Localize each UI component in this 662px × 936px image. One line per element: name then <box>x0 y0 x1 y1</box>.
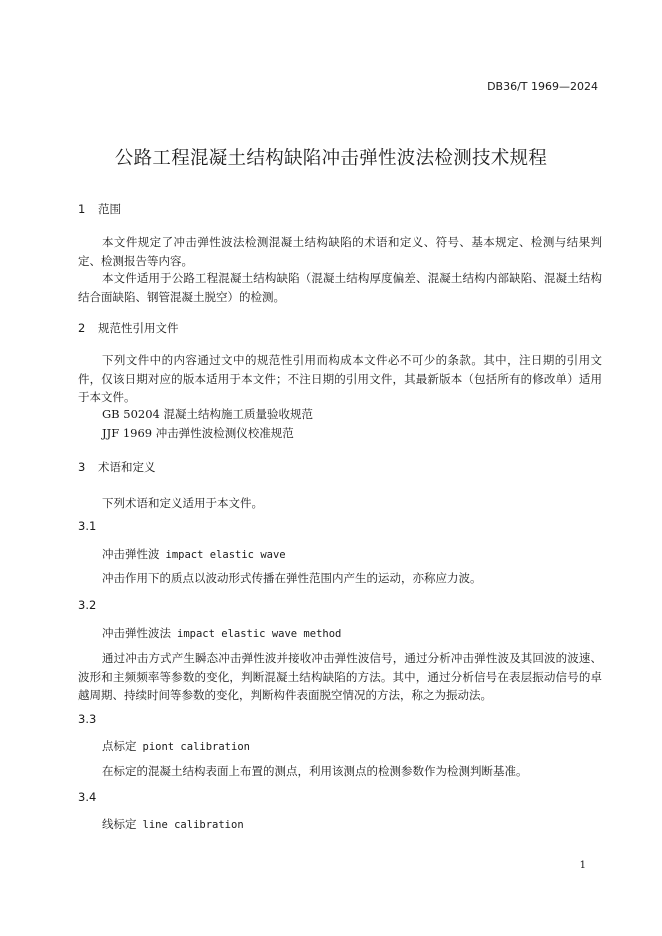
section-1-paragraph-1: 本文件规定了冲击弹性波法检测混凝土结构缺陷的术语和定义、符号、基本规定、检测与结果判定、检测报告等内容。 <box>78 235 602 268</box>
term-name-zh: 冲击弹性波法 <box>102 626 171 640</box>
reference-item: GB 50204 混凝土结构施工质量验收规范 <box>102 407 314 421</box>
term-number: 3.1 <box>78 519 97 533</box>
section-2-number: 2 <box>78 321 86 335</box>
term-name <box>102 816 244 832</box>
term-name-zh: 点标定 <box>102 739 137 753</box>
section-2-paragraph: 下列文件中的内容通过文中的规范性引用而构成本文件必不可少的条款。其中，注日期的引用文件，仅该日期对应的版本适用于本文件；不注日期的引用文件，其最新版本（包括所有的修改单）适用于本文件。 <box>78 353 602 404</box>
term-definition: 冲击作用下的质点以波动形式传播在弹性范围内产生的运动，亦称应力波。 <box>102 571 482 585</box>
section-2-title: 规范性引用文件 <box>98 321 179 335</box>
section-1-title: 范围 <box>98 202 121 216</box>
document-title: 公路工程混凝土结构缺陷冲击弹性波法检测技术规程 <box>114 148 548 169</box>
term-name-en: impact elastic wave method <box>177 628 342 640</box>
reference-item: JJF 1969 冲击弹性波检测仪校准规范 <box>102 426 294 440</box>
term-name <box>102 625 341 641</box>
section-3-heading <box>78 459 156 475</box>
term-name-zh: 冲击弹性波 <box>102 547 160 561</box>
page-number: 1 <box>579 860 586 871</box>
term-number: 3.2 <box>78 598 97 612</box>
term-name <box>102 546 286 562</box>
section-3-number: 3 <box>78 460 86 474</box>
term-definition: 在标定的混凝土结构表面上布置的测点，利用该测点的检测参数作为检测判断基准。 <box>102 764 528 778</box>
term-number: 3.4 <box>78 790 97 804</box>
section-2-heading <box>78 320 179 336</box>
term-name-en: impact elastic wave <box>165 549 286 561</box>
term-number: 3.3 <box>78 712 97 726</box>
standard-code: DB36/T 1969—2024 <box>487 80 598 93</box>
section-1-paragraph-2: 本文件适用于公路工程混凝土结构缺陷（混凝土结构厚度偏差、混凝土结构内部缺陷、混凝土结构结合面缺陷、钢管混凝土脱空）的检测。 <box>78 271 602 304</box>
term-name-zh: 线标定 <box>102 817 137 831</box>
section-1-number: 1 <box>78 202 86 216</box>
term-name-en: line calibration <box>142 819 244 831</box>
section-1-heading <box>78 201 121 217</box>
term-definition: 通过冲击方式产生瞬态冲击弹性波并接收冲击弹性波信号，通过分析冲击弹性波及其回波的波速、波形和主频频率等参数的变化，判断混凝土结构缺陷的方法。其中，通过分析信号在表层振动信号的卓越周期、持续时间等参数的变化，判断构件表面脱空情况的方法，称之为振动法。 <box>78 651 602 702</box>
term-name-en: piont calibration <box>142 741 250 753</box>
term-name <box>102 738 250 754</box>
section-3-title: 术语和定义 <box>98 460 156 474</box>
section-3-intro: 下列术语和定义适用于本文件。 <box>102 496 263 510</box>
